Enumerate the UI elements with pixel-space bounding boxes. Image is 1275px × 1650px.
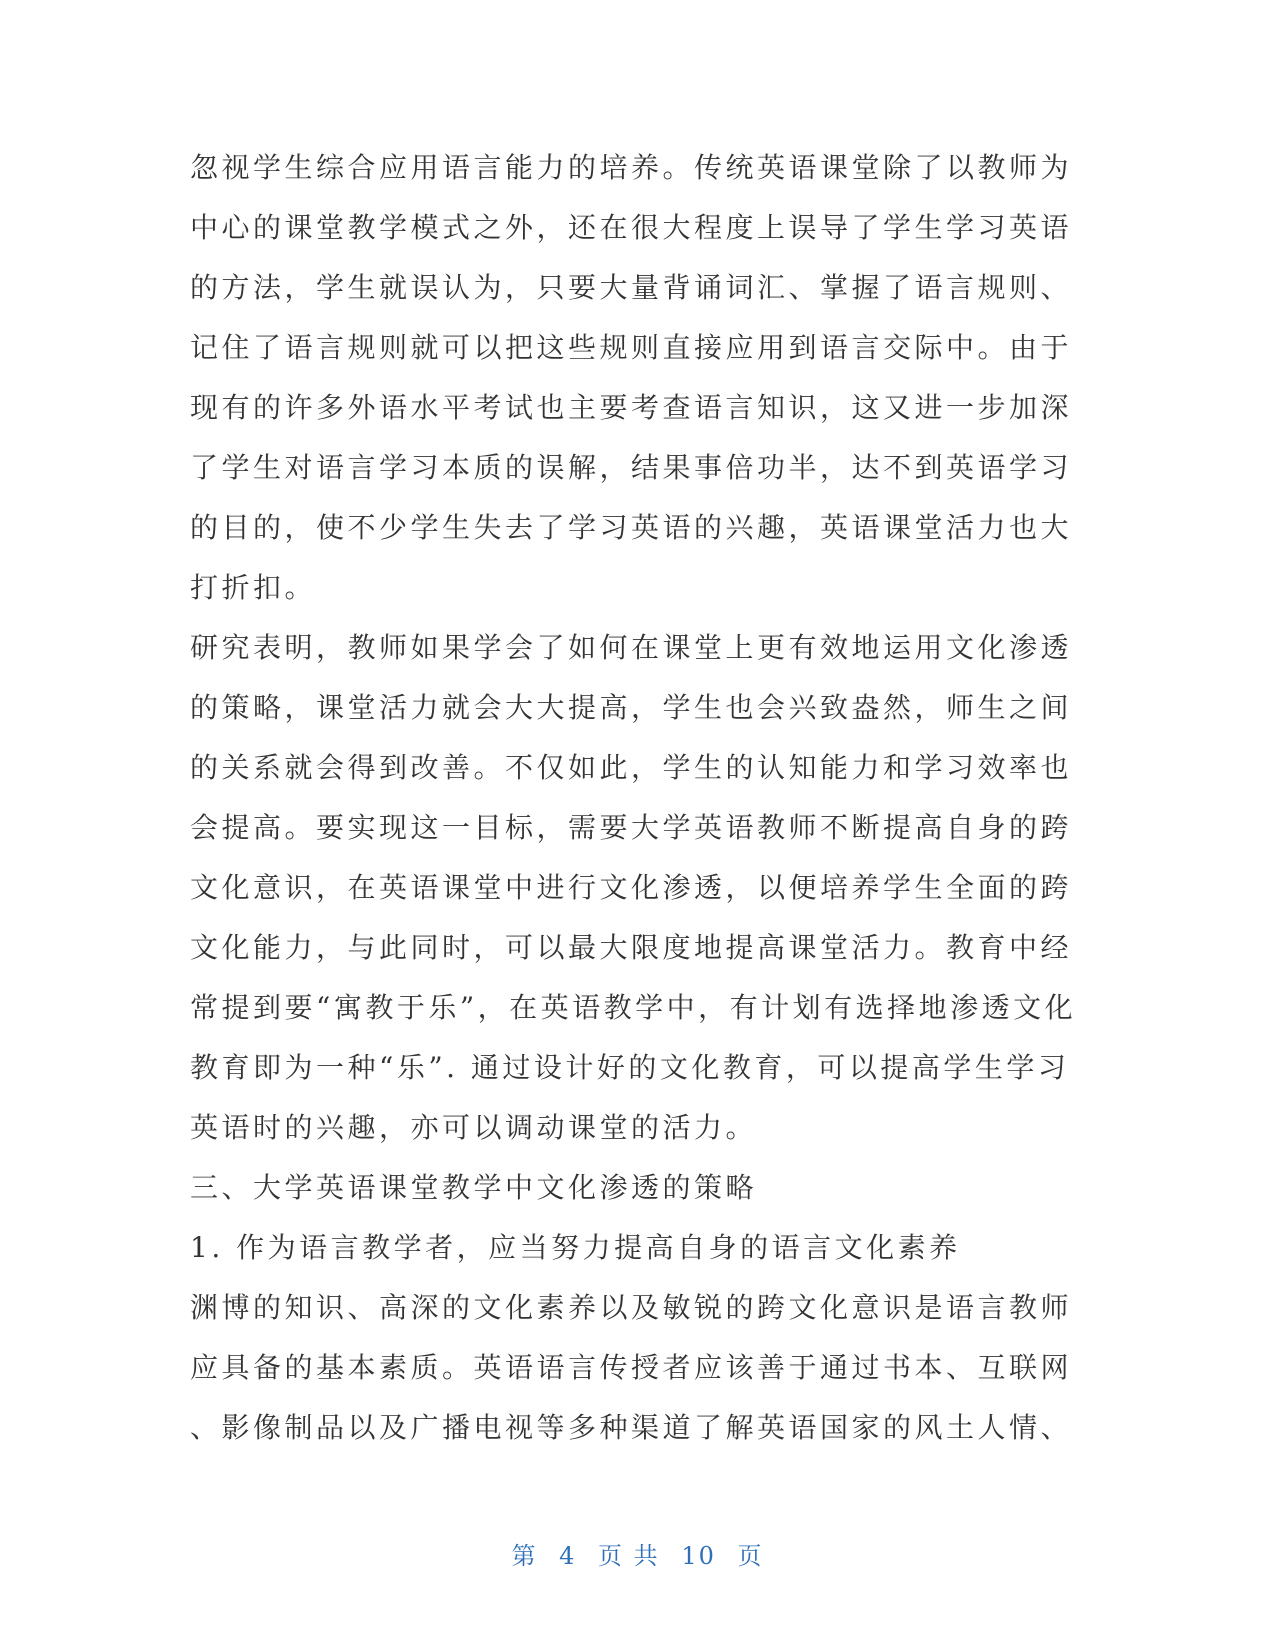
section-heading: 三、大学英语课堂教学中文化渗透的策略: [190, 1171, 758, 1204]
total-page-count: 10: [681, 1542, 716, 1570]
text-line-7: 的目的，使不少学生失去了学习英语的兴趣，英语课堂活力也大: [190, 511, 1073, 544]
text-line-20: 渊博的知识、高深的文化素养以及敏锐的跨文化意识是语言教师: [190, 1291, 1073, 1324]
subsection-heading: 1. 作为语言教学者，应当努力提高自身的语言文化素养: [190, 1231, 961, 1264]
current-page-number: 4: [559, 1542, 577, 1570]
text-line-13: 文化意识，在英语课堂中进行文化渗透，以便培养学生全面的跨: [190, 871, 1073, 904]
text-line-5: 现有的许多外语水平考试也主要考查语言知识，这又进一步加深: [190, 391, 1073, 424]
text-line-16: 教育即为一种“乐”. 通过设计好的文化教育，可以提高学生学习: [190, 1051, 1070, 1084]
text-line-9: 研究表明，教师如果学会了如何在课堂上更有效地运用文化渗透: [190, 631, 1073, 664]
text-line-3: 的方法，学生就误认为，只要大量背诵词汇、掌握了语言规则、: [190, 271, 1073, 304]
text-line-12: 会提高。要实现这一目标，需要大学英语教师不断提高自身的跨: [190, 811, 1073, 844]
text-line-8: 打折扣。: [190, 571, 317, 604]
text-line-11: 的关系就会得到改善。不仅如此，学生的认知能力和学习效率也: [190, 751, 1073, 784]
footer-middle: 页 共: [598, 1542, 660, 1570]
footer-prefix: 第: [511, 1542, 538, 1570]
text-line-22: 、影像制品以及广播电视等多种渠道了解英语国家的风土人情、: [190, 1411, 1073, 1444]
text-line-15: 常提到要“寓教于乐”，在英语教学中，有计划有选择地渗透文化: [190, 991, 1077, 1024]
text-line-14: 文化能力，与此同时，可以最大限度地提高课堂活力。教育中经: [190, 931, 1073, 964]
body-text: [190, 138, 1080, 1458]
text-line-6: 了学生对语言学习本质的误解，结果事倍功半，达不到英语学习: [190, 451, 1073, 484]
text-line-1: 忽视学生综合应用语言能力的培养。传统英语课堂除了以教师为: [190, 151, 1073, 184]
text-line-10: 的策略，课堂活力就会大大提高，学生也会兴致盎然，师生之间: [190, 691, 1073, 724]
page-footer: [0, 1536, 1275, 1571]
text-line-17: 英语时的兴趣，亦可以调动课堂的活力。: [190, 1111, 758, 1144]
footer-suffix: 页: [737, 1542, 764, 1570]
text-line-2: 中心的课堂教学模式之外，还在很大程度上误导了学生学习英语: [190, 211, 1073, 244]
text-line-21: 应具备的基本素质。英语语言传授者应该善于通过书本、互联网: [190, 1351, 1073, 1384]
text-line-4: 记住了语言规则就可以把这些规则直接应用到语言交际中。由于: [190, 331, 1073, 364]
